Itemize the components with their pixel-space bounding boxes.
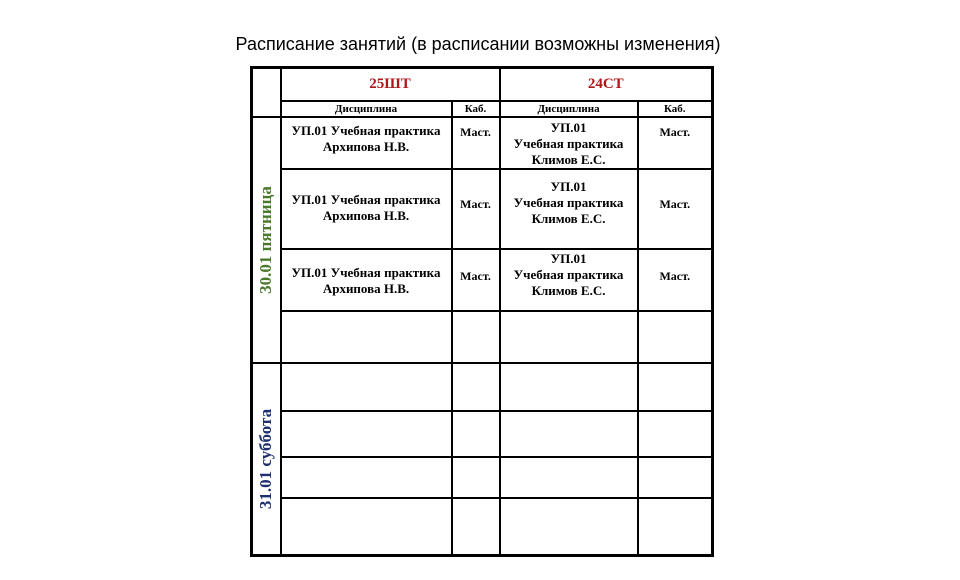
room-cell	[452, 249, 500, 311]
room-text: Маст.	[659, 196, 691, 211]
room-cell	[452, 117, 500, 169]
table-row	[252, 169, 713, 249]
table-row	[252, 498, 713, 556]
room-cell	[452, 457, 500, 498]
room-cell	[452, 169, 500, 249]
day-label-friday: 30.01 пятница	[256, 185, 276, 294]
lesson-text	[282, 118, 451, 155]
lesson-cell	[500, 117, 638, 169]
column-header-row	[252, 101, 713, 117]
lesson-text	[501, 250, 637, 299]
lesson-cell	[281, 363, 452, 411]
table-row	[252, 311, 713, 363]
room-cell	[452, 363, 500, 411]
room-cell	[452, 411, 500, 457]
lesson-cell	[281, 169, 452, 249]
day-label-saturday: 31.01 суббота	[256, 408, 276, 509]
room-cell	[638, 363, 713, 411]
table-row	[252, 249, 713, 311]
lesson-code: УП.01	[550, 178, 587, 194]
room-cell	[638, 311, 713, 363]
col-header-discipline: Дисциплина	[281, 101, 452, 117]
lesson-title: Учебная практика	[513, 194, 624, 210]
group-header-row	[252, 68, 713, 101]
room-cell	[638, 249, 713, 311]
room-text: Маст.	[460, 196, 491, 211]
table-row	[252, 117, 713, 169]
lesson-title: УП.01 Учебная практика	[291, 122, 441, 138]
room-cell	[638, 411, 713, 457]
lesson-cell	[281, 498, 452, 556]
page-title: Расписание занятий (в расписании возможны изменения)	[235, 34, 721, 54]
group-header-24st: 24СТ	[500, 68, 713, 101]
lesson-teacher: Архипова Н.В.	[322, 207, 410, 223]
lesson-cell	[281, 311, 452, 363]
room-cell	[638, 457, 713, 498]
lesson-title: Учебная практика	[513, 135, 624, 151]
col-header-discipline: Дисциплина	[500, 101, 638, 117]
lesson-cell	[500, 169, 638, 249]
room-text: Маст.	[460, 268, 491, 283]
lesson-teacher: Климов Е.С.	[531, 210, 606, 226]
day-label-cell	[252, 363, 281, 556]
schedule-table	[250, 66, 714, 557]
lesson-cell	[281, 411, 452, 457]
lesson-cell	[500, 411, 638, 457]
lesson-cell	[500, 363, 638, 411]
lesson-text	[501, 118, 637, 168]
room-text: Маст.	[659, 268, 691, 283]
room-cell	[638, 117, 713, 169]
lesson-code: УП.01	[550, 119, 587, 135]
lesson-text	[282, 170, 451, 224]
lesson-cell	[281, 457, 452, 498]
room-cell	[638, 169, 713, 249]
corner-cell	[252, 68, 281, 117]
room-cell	[452, 498, 500, 556]
room-cell	[638, 498, 713, 556]
table-row	[252, 363, 713, 411]
lesson-cell	[281, 117, 452, 169]
lesson-cell	[500, 498, 638, 556]
room-text: Маст.	[659, 124, 691, 139]
lesson-title: УП.01 Учебная практика	[291, 191, 441, 207]
lesson-title: Учебная практика	[513, 266, 624, 282]
lesson-teacher: Климов Е.С.	[531, 151, 606, 167]
table-row	[252, 411, 713, 457]
col-header-room: Каб.	[638, 101, 713, 117]
col-header-room: Каб.	[452, 101, 500, 117]
room-text: Маст.	[460, 124, 491, 139]
lesson-text	[282, 250, 451, 297]
lesson-cell	[500, 311, 638, 363]
lesson-teacher: Архипова Н.В.	[322, 138, 410, 154]
day-label-cell	[252, 117, 281, 363]
lesson-cell	[281, 249, 452, 311]
lesson-cell	[500, 457, 638, 498]
lesson-code: УП.01	[550, 250, 587, 266]
lesson-title: УП.01 Учебная практика	[291, 264, 441, 280]
lesson-teacher: Архипова Н.В.	[322, 280, 410, 296]
room-cell	[452, 311, 500, 363]
table-row	[252, 457, 713, 498]
lesson-cell	[500, 249, 638, 311]
lesson-teacher: Климов Е.С.	[531, 282, 606, 298]
lesson-text	[501, 170, 637, 227]
group-header-25sht: 25ШТ	[281, 68, 500, 101]
